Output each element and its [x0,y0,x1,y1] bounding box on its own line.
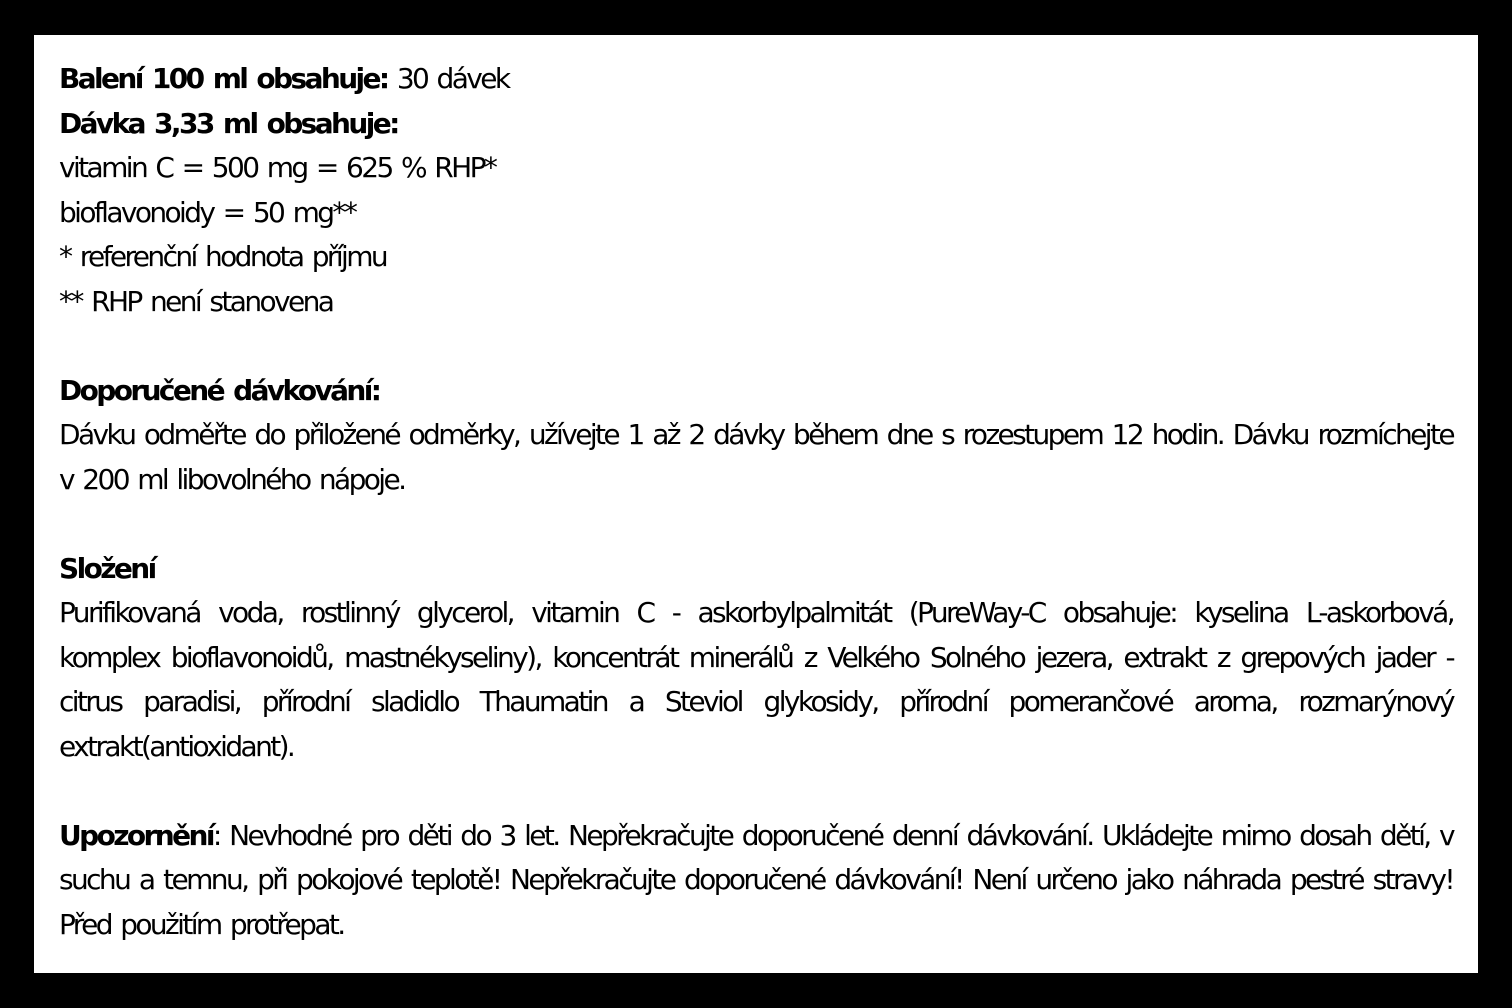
dose-footnote-not-set: ** RHP není stanovena [59,284,333,318]
product-info-panel [34,35,1478,973]
dose-heading [59,102,1453,147]
dose-footnote-reference: * referenční hodnota příjmu [59,240,387,273]
warning-paragraph [59,814,1453,948]
package-label: Balení 100 ml obsahuje: [59,62,388,95]
composition-heading-text: Složení [59,551,155,585]
composition-text: Purifikovaná voda, rostlinný glycerol, vitamin C - askorbylpalmitát (PureWay-C obsahuje: kyselina L-askorbová, komplex bioflavonoidů, mastnékyseliny), koncentrát minerálů z Velkého Solného jezera, extrakt z grepových jader - citrus paradisi, přírodní sladidlo Thaumatin a Steviol glykosidy, přírodní pomerančové aroma, rozmarýnový extrakt(antioxidant). [59,596,1453,763]
spacer [59,324,1453,369]
warning-text: : Nevhodné pro děti do 3 let. Nepřekračujte doporučené denní dávkování. Ukládejte mimo dosah dětí, v suchu a temnu, při pokojové teplotě! Nepřekračujte doporučené dávkování! Není určeno jako náhrada pestré stravy! Před použitím protřepat. [59,818,1453,941]
package-value: 30 dávek [396,62,509,95]
dosage-text: Dávku odměřte do přiložené odměrky, užívejte 1 až 2 dávky během dne s rozestupem 12 hodin. Dávku rozmíchejte v 200 ml libovolného nápoje. [59,418,1453,496]
package-line [59,57,1453,102]
spacer [59,769,1453,814]
warning-heading: Upozornění [59,818,213,852]
dose-line-bioflavonoids: bioflavonoidy = 50 mg** [59,195,356,229]
dosage-heading [59,369,1453,414]
spacer [59,502,1453,547]
dosage-heading-text: Doporučené dávkování: [59,373,380,407]
dose-line-vitamin-c: vitamin C = 500 mg = 625 % RHP* [59,151,496,184]
composition-heading [59,547,1453,592]
dose-label: Dávka 3,33 ml obsahuje: [59,106,398,140]
